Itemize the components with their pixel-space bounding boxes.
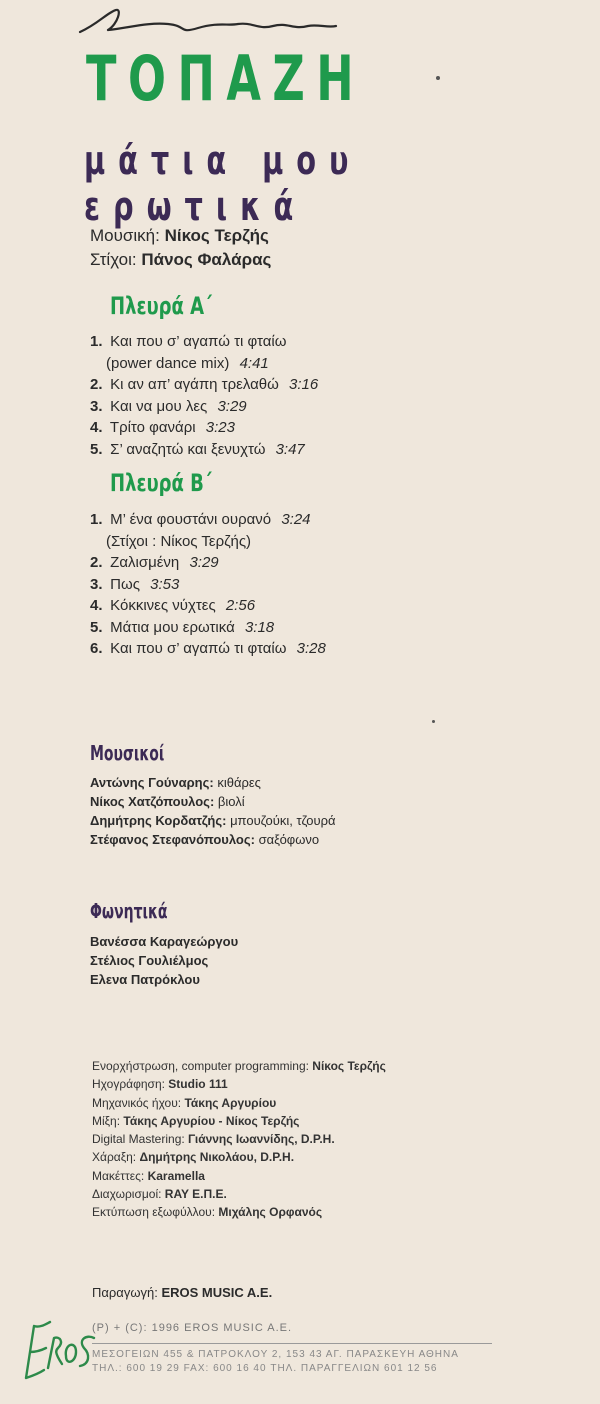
production-value: RAY Ε.Π.Ε. bbox=[164, 1187, 227, 1202]
track-number: 5. bbox=[90, 618, 103, 636]
track-row bbox=[90, 638, 326, 660]
main-credits bbox=[90, 224, 271, 272]
production-credits bbox=[92, 1057, 386, 1222]
paper-speck bbox=[436, 76, 440, 80]
artist-name: ΤΟΠΑΖΗ bbox=[86, 42, 366, 115]
production-company bbox=[92, 1285, 272, 1300]
address-line: ΤΗΛ.: 600 19 29 FAX: 600 16 40 ΤΗΛ. ΠΑΡΑΓΓΕΛΙΩΝ 601 12 56 bbox=[92, 1363, 438, 1374]
track-duration: 3:47 bbox=[275, 440, 305, 458]
side-a-title: Πλευρά Α΄ bbox=[110, 292, 213, 320]
credit-row bbox=[90, 224, 271, 248]
track-number: 2. bbox=[90, 554, 103, 571]
track-duration: 4:41 bbox=[239, 354, 269, 372]
track-title: Κόκκινες νύχτες bbox=[110, 597, 216, 614]
track-row bbox=[90, 509, 326, 531]
musicians-list bbox=[90, 773, 336, 849]
track-row bbox=[90, 439, 318, 461]
track-subtitle-row bbox=[90, 531, 326, 553]
eros-logo bbox=[20, 1308, 100, 1388]
production-row bbox=[92, 1203, 386, 1221]
track-duration: 2:56 bbox=[225, 597, 256, 614]
musician-row bbox=[90, 830, 336, 849]
track-title: Μάτια μου ερωτικά bbox=[110, 618, 235, 636]
vocalist bbox=[90, 932, 238, 951]
credit-value: Πάνος Φαλάρας bbox=[141, 250, 272, 269]
track-title: Μ’ ένα φουστάνι ουρανό bbox=[110, 511, 272, 528]
track-row bbox=[90, 417, 318, 439]
musicians-title: Μουσικοί bbox=[90, 741, 165, 765]
track-title: Και να μου λες bbox=[110, 397, 208, 415]
signature-image bbox=[78, 4, 338, 44]
production-value: Τάκης Αργυρίου bbox=[184, 1095, 277, 1110]
vocalist bbox=[90, 970, 238, 989]
track-title: Κι αν απ’ αγάπη τρελαθώ bbox=[110, 376, 279, 393]
musician-role: βιολί bbox=[217, 794, 245, 809]
track-title: Και που σ’ αγαπώ τι φταίω bbox=[110, 333, 287, 350]
track-row bbox=[90, 574, 326, 596]
track-number: 3. bbox=[90, 575, 103, 593]
track-number: 1. bbox=[90, 511, 103, 528]
side-a-tracklist bbox=[90, 331, 318, 460]
production-label: Μηχανικός ήχου: bbox=[92, 1095, 182, 1110]
album-title: μάτια μου ερωτικά bbox=[84, 138, 362, 230]
track-title: Τρίτο φανάρι bbox=[109, 419, 196, 436]
musician-row bbox=[90, 773, 336, 792]
track-subtitle: (power dance mix) bbox=[106, 354, 230, 372]
track-row bbox=[90, 374, 318, 396]
production-company-value: EROS MUSIC A.E. bbox=[161, 1285, 273, 1300]
musician-row bbox=[90, 811, 336, 830]
company-address bbox=[92, 1348, 459, 1376]
production-row bbox=[92, 1185, 386, 1203]
production-value: Studio 111 bbox=[168, 1077, 228, 1092]
address-line: ΜΕΣΟΓΕΙΩΝ 455 & ΠΑΤΡΟΚΛΟΥ 2, 153 43 ΑΓ. ΠΑΡΑΣΚΕΥΗ ΑΘΗΝΑ bbox=[92, 1349, 459, 1360]
production-row bbox=[92, 1130, 386, 1148]
production-label: Μίξη: bbox=[92, 1113, 121, 1128]
production-row bbox=[92, 1148, 386, 1166]
production-label: Μακέττες: bbox=[92, 1168, 145, 1183]
track-title: Πως bbox=[110, 575, 140, 593]
musician-role: μπουζούκι, τζουρά bbox=[230, 813, 336, 828]
credit-label: Μουσική: bbox=[90, 226, 160, 245]
track-number: 4. bbox=[90, 419, 103, 436]
track-row bbox=[90, 617, 326, 639]
track-duration: 3:29 bbox=[217, 397, 247, 415]
footer-divider bbox=[92, 1343, 492, 1344]
production-value: Karamella bbox=[147, 1168, 205, 1183]
vocals-list bbox=[90, 932, 238, 989]
production-value: Τάκης Αργυρίου - Νίκος Τερζής bbox=[123, 1113, 300, 1128]
vocalist-name: Ελενα Πατρόκλου bbox=[90, 972, 200, 987]
track-title: Και που σ’ αγαπώ τι φταίω bbox=[110, 640, 287, 657]
credit-value: Νίκος Τερζής bbox=[164, 226, 269, 245]
production-label: Διαχωρισμοί: bbox=[92, 1187, 162, 1202]
track-duration: 3:24 bbox=[281, 511, 311, 528]
production-label: Εκτύπωση εξωφύλλου: bbox=[92, 1205, 216, 1220]
track-number: 1. bbox=[90, 333, 103, 350]
production-company-label: Παραγωγή: bbox=[92, 1285, 158, 1300]
production-row bbox=[92, 1057, 386, 1075]
track-duration: 3:28 bbox=[296, 640, 326, 657]
track-row bbox=[90, 396, 318, 418]
track-number: 4. bbox=[90, 597, 103, 614]
track-duration: 3:18 bbox=[244, 618, 275, 636]
copyright-notice: (P) + (C): 1996 EROS MUSIC A.E. bbox=[92, 1322, 293, 1334]
track-number: 6. bbox=[90, 640, 103, 657]
paper-speck bbox=[432, 720, 435, 723]
production-row bbox=[92, 1075, 386, 1093]
side-b-tracklist bbox=[90, 509, 326, 660]
track-title: Σ’ αναζητώ και ξενυχτώ bbox=[110, 440, 266, 458]
track-subtitle: (Στίχοι : Νίκος Τερζής) bbox=[106, 532, 252, 550]
vocalist-name: Στέλιος Γουλιέλμος bbox=[90, 953, 209, 968]
track-duration: 3:29 bbox=[189, 554, 219, 571]
vocals-title: Φωνητικά bbox=[90, 899, 168, 923]
track-row bbox=[90, 552, 326, 574]
production-value: Γιάννης Ιωαννίδης, D.P.H. bbox=[188, 1132, 335, 1147]
musician-name: Δημήτρης Κορδατζής: bbox=[90, 813, 227, 828]
track-title: Ζαλισμένη bbox=[110, 554, 180, 571]
track-number: 3. bbox=[90, 397, 103, 415]
credit-row bbox=[90, 248, 271, 272]
production-value: Δημήτρης Νικολάου, D.P.H. bbox=[139, 1150, 295, 1165]
credit-label: Στίχοι: bbox=[90, 250, 137, 269]
musician-name: Νίκος Χατζόπουλος: bbox=[90, 794, 215, 809]
track-number: 5. bbox=[90, 440, 103, 458]
track-number: 2. bbox=[90, 376, 103, 393]
vocalist bbox=[90, 951, 238, 970]
musician-name: Στέφανος Στεφανόπουλος: bbox=[90, 832, 255, 847]
musician-role: σαξόφωνο bbox=[258, 832, 320, 847]
production-value: Μιχάλης Ορφανός bbox=[218, 1205, 323, 1220]
track-row bbox=[90, 331, 318, 353]
production-row bbox=[92, 1112, 386, 1130]
side-b-title: Πλευρά Β΄ bbox=[110, 469, 212, 497]
track-subtitle-row bbox=[90, 353, 318, 375]
production-row bbox=[92, 1094, 386, 1112]
track-duration: 3:53 bbox=[150, 575, 180, 593]
production-label: Digital Mastering: bbox=[92, 1132, 185, 1147]
vocalist-name: Βανέσσα Καραγεώργου bbox=[90, 934, 239, 949]
track-duration: 3:23 bbox=[205, 419, 235, 436]
track-duration: 3:16 bbox=[289, 376, 319, 393]
musician-name: Αντώνης Γούναρης: bbox=[90, 775, 214, 790]
track-row bbox=[90, 595, 326, 617]
production-label: Ηχογράφηση: bbox=[92, 1077, 165, 1092]
production-label: Χάραξη: bbox=[92, 1150, 137, 1165]
musician-role: κιθάρες bbox=[217, 775, 261, 790]
production-row bbox=[92, 1167, 386, 1185]
musician-row bbox=[90, 792, 336, 811]
production-label: Ενορχήστρωση, computer programming: bbox=[92, 1059, 309, 1073]
production-value: Νίκος Τερζής bbox=[312, 1059, 386, 1073]
